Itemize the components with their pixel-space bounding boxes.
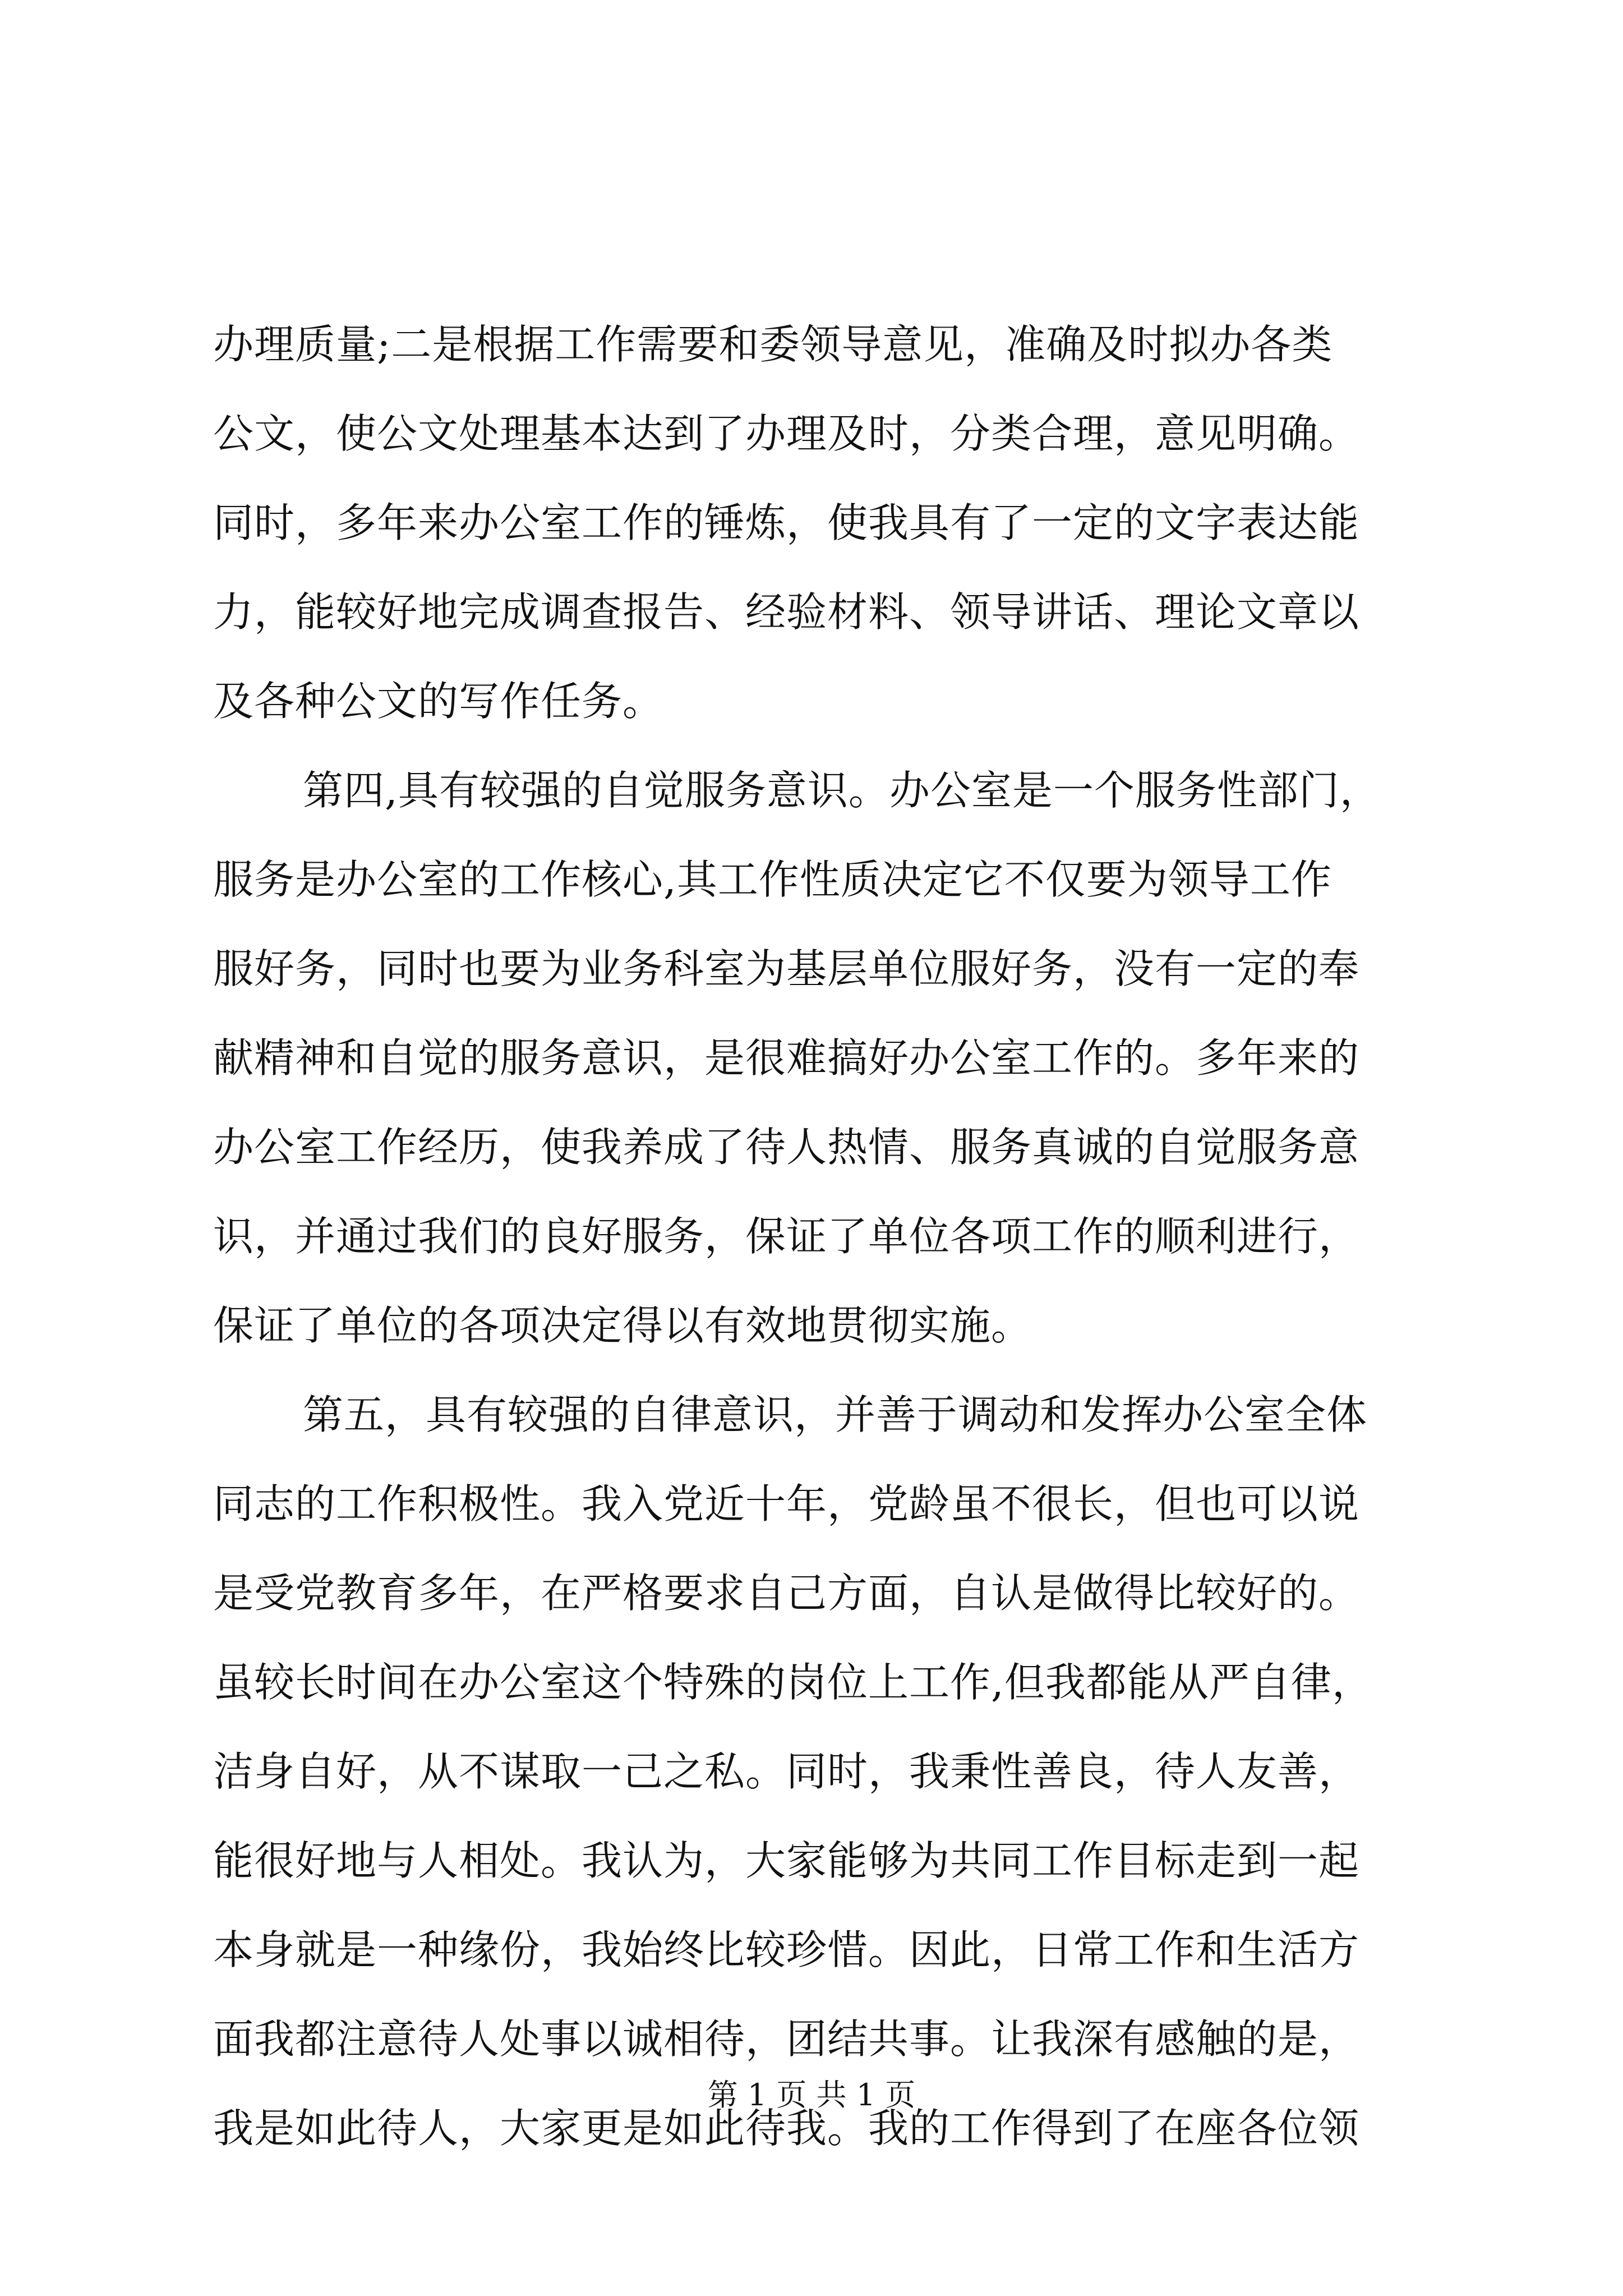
text-line: 本身就是一种缘份，我始终比较珍惜。因此，日常工作和生活方 bbox=[213, 1926, 1360, 1973]
paragraph-start-line: 第五，具有较强的自律意识，并善于调动和发挥办公室全体 bbox=[303, 1391, 1368, 1438]
text-line: 服务是办公室的工作核心,其工作性质决定它不仅要为领导工作 bbox=[213, 856, 1332, 903]
text-line: 面我都注意待人处事以诚相待，团结共事。让我深有感触的是， bbox=[213, 2016, 1360, 2063]
page-number-footer: 第 1 页 共 1 页 bbox=[707, 2077, 916, 2113]
text-line: 及各种公文的写作任务。 bbox=[213, 678, 664, 725]
text-line: 同时，多年来办公室工作的锤炼，使我具有了一定的文字表达能 bbox=[213, 499, 1360, 546]
text-line: 虽较长时间在办公室这个特殊的岗位上工作,但我都能从严自律， bbox=[213, 1659, 1373, 1706]
text-line: 服好务，同时也要为业务科室为基层单位服好务，没有一定的奉 bbox=[213, 945, 1360, 992]
text-line: 办理质量;二是根据工作需要和委领导意见，准确及时拟办各类 bbox=[213, 321, 1333, 368]
text-line: 献精神和自觉的服务意识，是很难搞好办公室工作的。多年来的 bbox=[213, 1034, 1360, 1082]
text-line: 力，能较好地完成调查报告、经验材料、领导讲话、理论文章以 bbox=[213, 588, 1360, 636]
text-line: 保证了单位的各项决定得以有效地贯彻实施。 bbox=[213, 1302, 1032, 1349]
text-line: 洁身自好，从不谋取一己之私。同时，我秉性善良，待人友善， bbox=[213, 1748, 1360, 1795]
document-body bbox=[213, 300, 1413, 2173]
text-line: 识，并通过我们的良好服务，保证了单位各项工作的顺利进行， bbox=[213, 1213, 1360, 1260]
paragraph-start-line: 第四,具有较强的自觉服务意识。办公室是一个服务性部门， bbox=[303, 767, 1381, 814]
text-line: 办公室工作经历，使我养成了待人热情、服务真诚的自觉服务意 bbox=[213, 1124, 1360, 1171]
text-line: 同志的工作积极性。我入党近十年，党龄虽不很长，但也可以说 bbox=[213, 1480, 1360, 1527]
text-line: 我是如此待人，大家更是如此待我。我的工作得到了在座各位领 bbox=[213, 2105, 1360, 2152]
text-line: 是受党教育多年，在严格要求自己方面，自认是做得比较好的。 bbox=[213, 1570, 1360, 1617]
text-line: 能很好地与人相处。我认为，大家能够为共同工作目标走到一起 bbox=[213, 1837, 1360, 1884]
text-line: 公文，使公文处理基本达到了办理及时，分类合理，意见明确。 bbox=[213, 410, 1360, 457]
